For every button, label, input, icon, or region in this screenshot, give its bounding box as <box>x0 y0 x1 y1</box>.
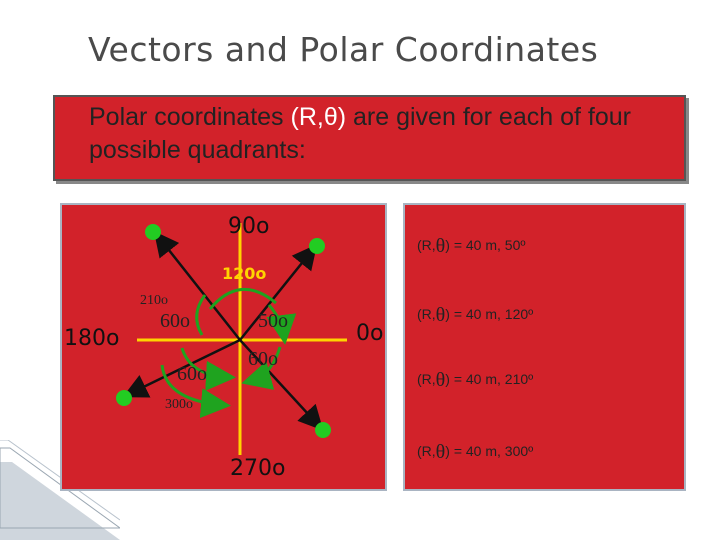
point-210 <box>116 390 132 406</box>
angle-label-60-upper-left: 60o <box>160 310 190 332</box>
polar-value: ) = 40 m, 300º <box>445 443 534 459</box>
polar-prefix: (R, <box>417 443 436 459</box>
polar-value: ) = 40 m, 210º <box>445 371 534 387</box>
axis-label-90: 90o <box>228 214 270 239</box>
intro-suffix: are given for each of four possible quadrants: <box>89 103 631 164</box>
axis-label-0: 0o <box>356 321 384 346</box>
arc-210 <box>197 295 205 335</box>
angle-label-60-lower-left: 60o <box>177 363 207 385</box>
slide-title: Vectors and Polar Coordinates <box>88 30 599 69</box>
axis-label-270: 270o <box>230 456 286 481</box>
theta-symbol: θ <box>435 235 446 257</box>
polar-item-300 <box>417 441 533 464</box>
theta-symbol: θ <box>435 369 446 391</box>
polar-prefix: (R, <box>417 371 436 387</box>
theta-symbol: θ <box>435 304 446 326</box>
polar-prefix: (R, <box>417 306 436 322</box>
angle-label-60-lower-right: 60o <box>248 348 278 370</box>
polar-values-panel <box>403 203 686 491</box>
polar-diagram <box>60 203 387 491</box>
polar-item-210 <box>417 369 533 392</box>
angle-label-300: 300o <box>165 397 193 412</box>
theta-symbol: θ <box>435 441 446 463</box>
polar-value: ) = 40 m, 120º <box>445 306 534 322</box>
polar-prefix: (R, <box>417 237 436 253</box>
axis-label-0-wrap <box>356 316 396 346</box>
intro-box <box>53 95 686 181</box>
angle-label-210: 210o <box>140 293 168 308</box>
point-300 <box>315 422 331 438</box>
intro-highlight: (R,θ) <box>290 103 347 131</box>
point-50 <box>309 238 325 254</box>
polar-item-120 <box>417 304 533 327</box>
polar-item-50 <box>417 235 525 258</box>
polar-value: ) = 40 m, 50º <box>445 237 526 253</box>
angle-label-120: 120o <box>222 264 267 283</box>
intro-prefix: Polar coordinates <box>89 103 291 131</box>
diagram-canvas <box>62 205 387 491</box>
point-120 <box>145 224 161 240</box>
angle-label-50: 50o <box>258 310 288 332</box>
axis-label-180: 180o <box>64 326 120 351</box>
